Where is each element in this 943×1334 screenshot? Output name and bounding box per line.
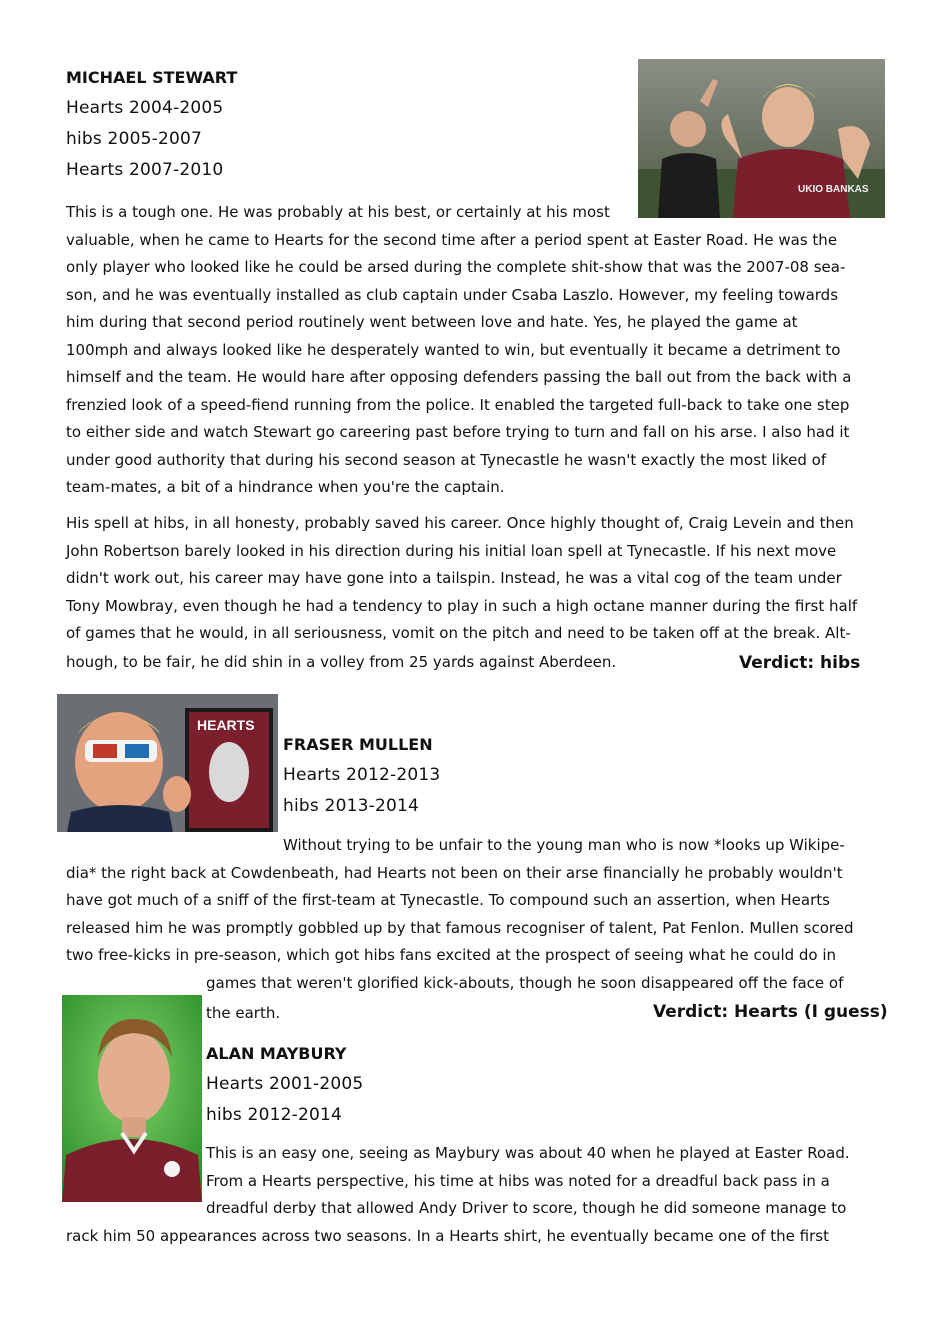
text-line: dia* the right back at Cowdenbeath, had Hearts not been on their arse financially he probably wouldn't	[66, 864, 843, 882]
text-line: 100mph and always looked like he desperately wanted to win, but eventually it became a detriment to	[66, 340, 841, 359]
player-name: MICHAEL STEWART	[66, 68, 238, 87]
player-photo-mullen	[57, 694, 278, 832]
text-line: of games that he would, in all seriousness, vomit on the pitch and need to be taken off at the break. Alt-	[66, 624, 851, 642]
text-line: team-mates, a bit of a hindrance when you're the captain.	[66, 478, 505, 496]
text-line: Without trying to be unfair to the young man who is now *looks up Wikipe-	[283, 836, 845, 854]
text-line: didn't work out, his career may have gone into a tailspin. Instead, he was a vital cog of the team under	[66, 569, 842, 587]
career-line: Hearts 2007-2010	[66, 160, 224, 180]
text-line: son, and he was eventually installed as club captain under Csaba Laszlo. However, my feeling towards	[66, 285, 839, 304]
career-line: hibs 2005-2007	[66, 129, 203, 149]
text-line: only player who looked like he could be arsed during the complete shit-show that was the 2007-08 sea-	[66, 258, 846, 276]
career-line: Hearts 2001-2005	[206, 1074, 364, 1094]
player-name: ALAN MAYBURY	[206, 1044, 347, 1063]
text-line: him during that second period routinely went between love and hate. Yes, he played the game at	[66, 313, 798, 331]
text-line: two free-kicks in pre-season, which got hibs fans excited at the prospect of seeing what he could do in	[66, 946, 837, 964]
text-line: frenzied look of a speed-fiend running from the police. It enabled the targeted full-back to take one step	[66, 395, 850, 414]
verdict: Verdict: Hearts (I guess)	[653, 1002, 888, 1022]
career-line: Hearts 2012-2013	[283, 765, 441, 785]
career-line: Hearts 2004-2005	[66, 98, 224, 118]
player-name: FRASER MULLEN	[283, 735, 433, 754]
text-line: to either side and watch Stewart go careering past before trying to turn and fall on his arse. I also had it	[66, 423, 850, 441]
text-line: His spell at hibs, in all honesty, probably saved his career. Once highly thought of, Craig Levein and then	[66, 514, 854, 532]
magazine-title: HEARTS	[197, 717, 255, 733]
sponsor-text: UKIO BANKAS	[798, 184, 869, 195]
career-line: hibs 2012-2014	[206, 1105, 343, 1125]
text-line: This is an easy one, seeing as Maybury was about 40 when he played at Easter Road.	[206, 1144, 850, 1162]
text-line: have got much of a sniff of the first-team at Tynecastle. To compound such an assertion, when Hearts	[66, 891, 830, 909]
player-photo-stewart	[638, 59, 885, 218]
text-line: himself and the team. He would hare after opposing defenders passing the ball out from the back with a	[66, 368, 852, 386]
text-line: the earth.	[206, 1004, 281, 1022]
player-photo-maybury	[62, 995, 202, 1202]
text-line: games that weren't glorified kick-abouts, though he soon disappeared off the face of	[206, 974, 844, 992]
text-line: rack him 50 appearances across two seasons. In a Hearts shirt, he eventually became one of the first	[66, 1227, 829, 1245]
text-line: valuable, when he came to Hearts for the second time after a period spent at Easter Road. He was the	[66, 230, 838, 249]
text-line: released him he was promptly gobbled up by that famous recogniser of talent, Pat Fenlon. Mullen scored	[66, 919, 854, 937]
text-line: dreadful derby that allowed Andy Driver to score, though he did someone manage to	[206, 1199, 847, 1217]
text-line: Tony Mowbray, even though he had a tendency to play in such a high octane manner during the first half	[66, 596, 858, 615]
career-line: hibs 2013-2014	[283, 796, 420, 816]
text-line: This is a tough one. He was probably at his best, or certainly at his most	[66, 203, 610, 221]
text-line: John Robertson barely looked in his direction during his initial loan spell at Tynecastle. If his next move	[66, 541, 837, 560]
text-line: under good authority that during his second season at Tynecastle he wasn't exactly the most liked of	[66, 450, 827, 469]
text-line: From a Hearts perspective, his time at hibs was noted for a dreadful back pass in a	[206, 1172, 830, 1190]
text-line: hough, to be fair, he did shin in a volley from 25 yards against Aberdeen.	[66, 653, 617, 671]
verdict: Verdict: hibs	[739, 653, 861, 673]
